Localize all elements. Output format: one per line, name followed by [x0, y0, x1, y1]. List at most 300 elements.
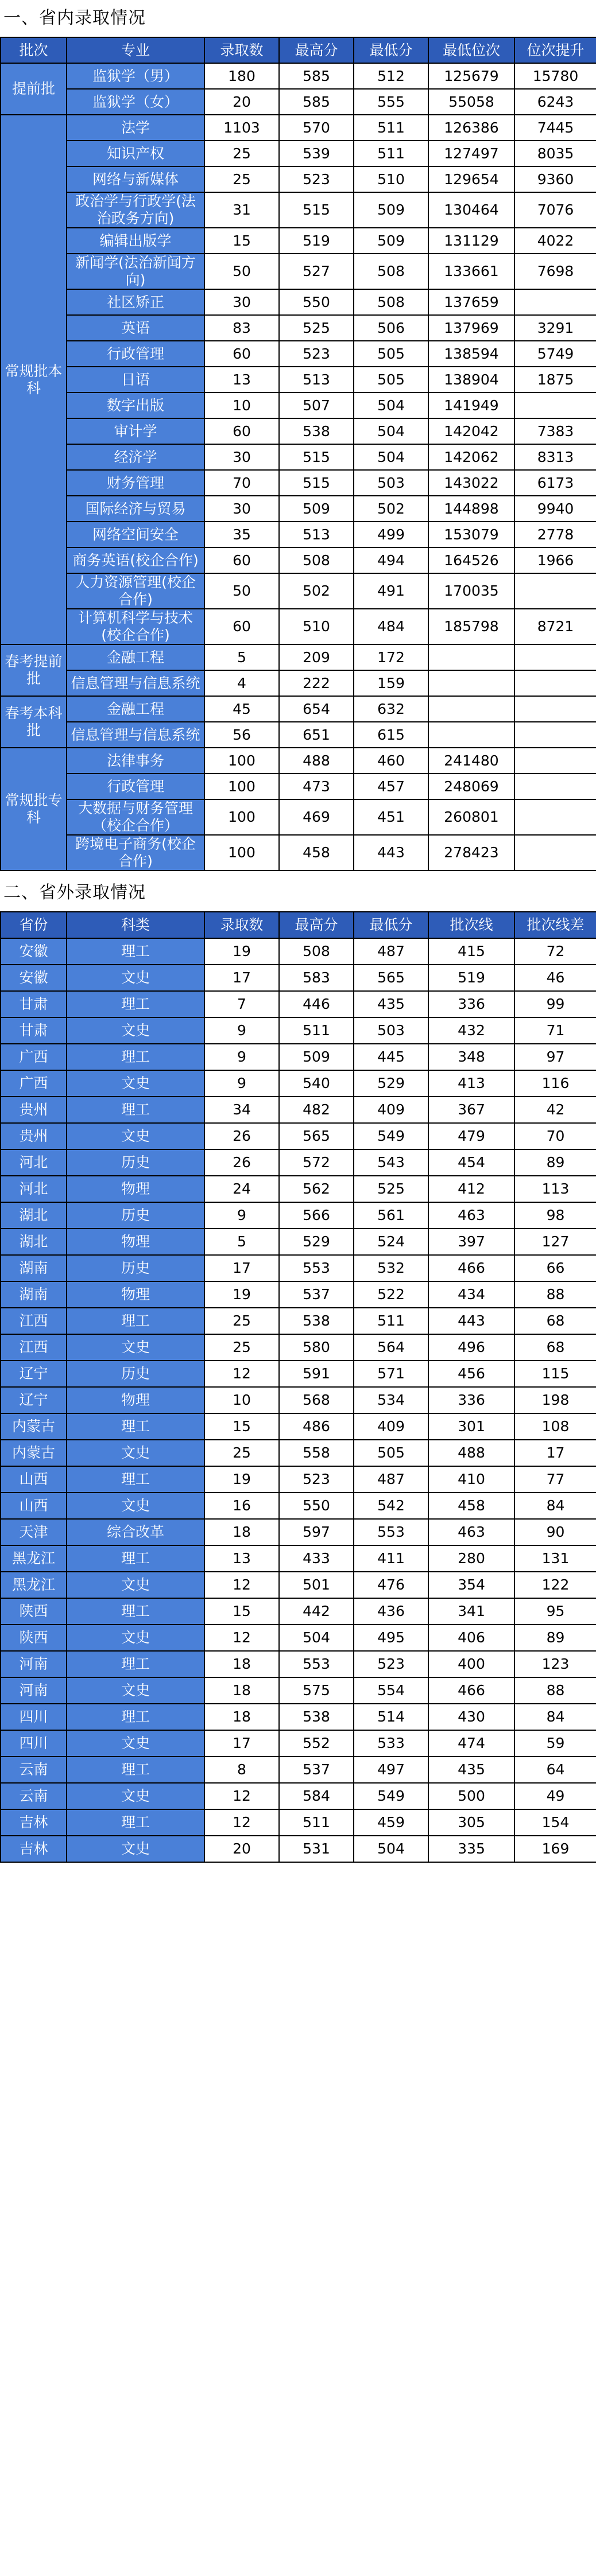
table-cell: 632 — [354, 696, 428, 722]
table-cell: 138594 — [428, 341, 514, 367]
table-row — [1, 1704, 596, 1730]
column-header: 批次线差 — [514, 912, 596, 938]
category-label: 文史 — [67, 1440, 204, 1466]
table-cell: 415 — [428, 938, 514, 965]
table-cell: 443 — [354, 835, 428, 871]
category-label: 历史 — [67, 1149, 204, 1176]
province-label: 河北 — [1, 1176, 67, 1202]
major-label: 监狱学（女） — [67, 89, 204, 115]
table-cell: 4 — [204, 670, 279, 696]
major-label: 跨境电子商务(校企合作) — [67, 835, 204, 871]
batch-label: 常规批本科 — [1, 115, 67, 644]
table-cell: 108 — [514, 1413, 596, 1440]
table-cell: 506 — [354, 315, 428, 341]
table-row — [1, 1255, 596, 1281]
table-cell: 83 — [204, 315, 279, 341]
table-row — [1, 644, 596, 670]
domestic-admission-table — [0, 37, 596, 871]
major-label: 金融工程 — [67, 696, 204, 722]
table-cell: 7698 — [514, 254, 596, 289]
table-row — [1, 496, 596, 522]
table-row — [1, 1545, 596, 1572]
table-cell: 539 — [279, 141, 354, 166]
table-cell: 100 — [204, 835, 279, 871]
province-label: 湖南 — [1, 1255, 67, 1281]
table-cell: 100 — [204, 774, 279, 799]
section2-heading: 二、省外录取情况 — [3, 883, 146, 903]
major-label: 人力资源管理(校企合作) — [67, 573, 204, 609]
outside-province-admission-table — [0, 911, 596, 1863]
table-cell: 13 — [204, 1545, 279, 1572]
table-cell: 555 — [354, 89, 428, 115]
table-cell: 466 — [428, 1255, 514, 1281]
table-cell: 209 — [279, 644, 354, 670]
table-cell: 12 — [204, 1625, 279, 1651]
table-cell: 60 — [204, 341, 279, 367]
province-label: 湖北 — [1, 1202, 67, 1229]
table-cell: 442 — [279, 1598, 354, 1625]
table-cell: 24 — [204, 1176, 279, 1202]
table-cell: 141949 — [428, 393, 514, 418]
table-cell: 591 — [279, 1361, 354, 1387]
table-row — [1, 141, 596, 166]
table-cell: 479 — [428, 1123, 514, 1149]
table-cell: 454 — [428, 1149, 514, 1176]
table-row — [1, 1044, 596, 1070]
table-cell: 413 — [428, 1070, 514, 1097]
table-cell — [514, 799, 596, 835]
table-row — [1, 254, 596, 289]
table-cell: 12 — [204, 1783, 279, 1809]
table-row — [1, 1176, 596, 1202]
table-row — [1, 722, 596, 748]
table-cell: 131129 — [428, 228, 514, 254]
category-label: 理工 — [67, 1545, 204, 1572]
table-cell: 129654 — [428, 166, 514, 192]
table-cell: 9 — [204, 1202, 279, 1229]
province-label: 安徽 — [1, 965, 67, 991]
table-cell: 558 — [279, 1440, 354, 1466]
table-cell: 198 — [514, 1387, 596, 1413]
table-cell: 654 — [279, 696, 354, 722]
table-cell: 538 — [279, 1704, 354, 1730]
table-cell: 99 — [514, 991, 596, 1017]
table-cell: 30 — [204, 444, 279, 470]
column-header: 批次线 — [428, 912, 514, 938]
province-label: 黑龙江 — [1, 1545, 67, 1572]
table-cell: 406 — [428, 1625, 514, 1651]
table-cell: 473 — [279, 774, 354, 799]
table-cell: 8721 — [514, 609, 596, 644]
table-cell: 1875 — [514, 367, 596, 393]
table-cell: 542 — [354, 1493, 428, 1519]
table-cell: 527 — [279, 254, 354, 289]
province-label: 湖南 — [1, 1281, 67, 1308]
table-cell: 127497 — [428, 141, 514, 166]
table-cell: 336 — [428, 991, 514, 1017]
table-row — [1, 522, 596, 547]
table-row — [1, 315, 596, 341]
table-row — [1, 1836, 596, 1862]
table-cell: 513 — [279, 367, 354, 393]
table-cell — [514, 393, 596, 418]
category-label: 文史 — [67, 1836, 204, 1862]
table-cell: 77 — [514, 1466, 596, 1493]
table-cell: 525 — [279, 315, 354, 341]
table-cell: 2778 — [514, 522, 596, 547]
table-row — [1, 835, 596, 871]
major-label: 财务管理 — [67, 470, 204, 496]
column-header: 最高分 — [279, 37, 354, 63]
table-cell: 30 — [204, 289, 279, 315]
category-label: 物理 — [67, 1281, 204, 1308]
table-row — [1, 367, 596, 393]
province-label: 江西 — [1, 1308, 67, 1334]
column-header: 最低分 — [354, 912, 428, 938]
province-label: 吉林 — [1, 1836, 67, 1862]
category-label: 理工 — [67, 1466, 204, 1493]
major-label: 法学 — [67, 115, 204, 141]
column-header: 省份 — [1, 912, 67, 938]
table-cell: 515 — [279, 444, 354, 470]
table-cell — [514, 722, 596, 748]
table-cell: 222 — [279, 670, 354, 696]
table-cell: 523 — [279, 1466, 354, 1493]
table-cell: 504 — [279, 1625, 354, 1651]
province-label: 安徽 — [1, 938, 67, 965]
table-cell: 16 — [204, 1493, 279, 1519]
table-cell: 335 — [428, 1836, 514, 1862]
table-cell: 494 — [354, 547, 428, 573]
major-label: 行政管理 — [67, 341, 204, 367]
table-cell: 515 — [279, 192, 354, 228]
table-cell — [428, 644, 514, 670]
table-row — [1, 1413, 596, 1440]
table-cell: 4022 — [514, 228, 596, 254]
table-cell: 482 — [279, 1097, 354, 1123]
table-cell: 543 — [354, 1149, 428, 1176]
table-cell: 553 — [279, 1651, 354, 1677]
table-cell: 15 — [204, 1413, 279, 1440]
table-cell: 435 — [354, 991, 428, 1017]
category-label: 理工 — [67, 1809, 204, 1836]
table-cell — [514, 289, 596, 315]
table-row — [1, 938, 596, 965]
table-cell: 443 — [428, 1308, 514, 1334]
table-cell: 46 — [514, 965, 596, 991]
table-cell: 159 — [354, 670, 428, 696]
column-header: 录取数 — [204, 912, 279, 938]
major-label: 国际经济与贸易 — [67, 496, 204, 522]
category-label: 历史 — [67, 1202, 204, 1229]
province-label: 内蒙古 — [1, 1413, 67, 1440]
table-cell: 488 — [279, 748, 354, 774]
table-cell: 12 — [204, 1572, 279, 1598]
table-cell: 142062 — [428, 444, 514, 470]
table-cell: 458 — [279, 835, 354, 871]
table-row — [1, 1149, 596, 1176]
table-cell: 88 — [514, 1281, 596, 1308]
table-cell — [514, 696, 596, 722]
category-label: 文史 — [67, 1334, 204, 1361]
province-label: 天津 — [1, 1519, 67, 1545]
table-cell: 397 — [428, 1229, 514, 1255]
table-row — [1, 748, 596, 774]
table-cell: 504 — [354, 1836, 428, 1862]
table-cell: 554 — [354, 1677, 428, 1704]
table-cell: 45 — [204, 696, 279, 722]
table-cell: 7076 — [514, 192, 596, 228]
table-row — [1, 1466, 596, 1493]
major-label: 数字出版 — [67, 393, 204, 418]
province-label: 河北 — [1, 1149, 67, 1176]
major-label: 编辑出版学 — [67, 228, 204, 254]
table-cell: 491 — [354, 573, 428, 609]
major-label: 政治学与行政学(法治政务方向) — [67, 192, 204, 228]
table-cell: 463 — [428, 1202, 514, 1229]
table-cell: 525 — [354, 1176, 428, 1202]
table-row — [1, 609, 596, 644]
table-row — [1, 547, 596, 573]
table-cell: 55058 — [428, 89, 514, 115]
major-label: 网络空间安全 — [67, 522, 204, 547]
category-label: 文史 — [67, 1572, 204, 1598]
table-cell: 122 — [514, 1572, 596, 1598]
table-cell: 509 — [354, 192, 428, 228]
table-cell: 432 — [428, 1017, 514, 1044]
table-row — [1, 1730, 596, 1757]
table-cell: 153079 — [428, 522, 514, 547]
table-row — [1, 1651, 596, 1677]
table-cell: 8 — [204, 1757, 279, 1783]
province-label: 河南 — [1, 1677, 67, 1704]
table-cell: 12 — [204, 1361, 279, 1387]
table-cell: 154 — [514, 1809, 596, 1836]
table-cell: 572 — [279, 1149, 354, 1176]
table-cell: 463 — [428, 1519, 514, 1545]
table-cell: 15 — [204, 228, 279, 254]
table-cell: 511 — [354, 115, 428, 141]
table-row — [1, 289, 596, 315]
major-label: 大数据与财务管理（校企合作） — [67, 799, 204, 835]
table-cell: 15 — [204, 1598, 279, 1625]
table-cell: 561 — [354, 1202, 428, 1229]
table-cell: 565 — [279, 1123, 354, 1149]
table-cell: 25 — [204, 1308, 279, 1334]
table-cell: 512 — [354, 63, 428, 89]
category-label: 文史 — [67, 1493, 204, 1519]
category-label: 文史 — [67, 1123, 204, 1149]
table-row — [1, 1123, 596, 1149]
major-label: 商务英语(校企合作) — [67, 547, 204, 573]
table-cell: 509 — [354, 228, 428, 254]
table-cell: 435 — [428, 1757, 514, 1783]
table-cell: 553 — [354, 1519, 428, 1545]
table-cell: 137969 — [428, 315, 514, 341]
category-label: 物理 — [67, 1229, 204, 1255]
table-cell: 18 — [204, 1704, 279, 1730]
table-row — [1, 1334, 596, 1361]
category-label: 理工 — [67, 1044, 204, 1070]
table-cell: 584 — [279, 1783, 354, 1809]
table-row — [1, 418, 596, 444]
table-cell: 25 — [204, 1334, 279, 1361]
table-row — [1, 115, 596, 141]
table-cell: 50 — [204, 254, 279, 289]
table-cell: 531 — [279, 1836, 354, 1862]
category-label: 物理 — [67, 1176, 204, 1202]
category-label: 理工 — [67, 991, 204, 1017]
province-label: 陕西 — [1, 1625, 67, 1651]
table-cell: 127 — [514, 1229, 596, 1255]
table-cell: 571 — [354, 1361, 428, 1387]
table-cell: 523 — [279, 166, 354, 192]
table-cell: 3291 — [514, 315, 596, 341]
table-cell: 12 — [204, 1809, 279, 1836]
table-row — [1, 89, 596, 115]
table-row — [1, 1783, 596, 1809]
table-cell: 409 — [354, 1413, 428, 1440]
table-cell: 5 — [204, 644, 279, 670]
table-cell — [514, 573, 596, 609]
table-cell: 26 — [204, 1149, 279, 1176]
table-cell: 7383 — [514, 418, 596, 444]
batch-label: 常规批专科 — [1, 748, 67, 871]
table-cell: 523 — [279, 341, 354, 367]
table-cell: 495 — [354, 1625, 428, 1651]
table-cell: 537 — [279, 1281, 354, 1308]
table-cell: 487 — [354, 938, 428, 965]
column-header: 专业 — [67, 37, 204, 63]
table-cell: 100 — [204, 748, 279, 774]
table-cell: 565 — [354, 965, 428, 991]
table-cell: 508 — [279, 938, 354, 965]
table-cell: 95 — [514, 1598, 596, 1625]
table-cell: 510 — [354, 166, 428, 192]
table-cell: 17 — [514, 1440, 596, 1466]
table-cell: 460 — [354, 748, 428, 774]
category-label: 理工 — [67, 1308, 204, 1334]
table-cell: 180 — [204, 63, 279, 89]
province-label: 黑龙江 — [1, 1572, 67, 1598]
table-cell: 529 — [354, 1070, 428, 1097]
table-cell: 18 — [204, 1651, 279, 1677]
table-cell: 519 — [428, 965, 514, 991]
table-cell: 301 — [428, 1413, 514, 1440]
major-label: 日语 — [67, 367, 204, 393]
table-cell: 511 — [354, 141, 428, 166]
table-cell: 533 — [354, 1730, 428, 1757]
table-cell: 1966 — [514, 547, 596, 573]
table-cell: 30 — [204, 496, 279, 522]
province-label: 甘肃 — [1, 1017, 67, 1044]
table-cell: 412 — [428, 1176, 514, 1202]
table-cell — [428, 696, 514, 722]
table-cell: 88 — [514, 1677, 596, 1704]
table-cell: 476 — [354, 1572, 428, 1598]
table-cell: 9 — [204, 1070, 279, 1097]
table-cell: 116 — [514, 1070, 596, 1097]
category-label: 文史 — [67, 1783, 204, 1809]
table-cell: 507 — [279, 393, 354, 418]
table-cell: 503 — [354, 1017, 428, 1044]
table-cell: 466 — [428, 1677, 514, 1704]
table-cell: 70 — [204, 470, 279, 496]
table-cell — [514, 644, 596, 670]
table-row — [1, 1387, 596, 1413]
table-cell: 278423 — [428, 835, 514, 871]
table-cell: 458 — [428, 1493, 514, 1519]
table-cell: 508 — [279, 547, 354, 573]
table-cell: 130464 — [428, 192, 514, 228]
table-cell: 505 — [354, 367, 428, 393]
table-cell: 305 — [428, 1809, 514, 1836]
table-row — [1, 774, 596, 799]
table-row — [1, 991, 596, 1017]
table-cell: 8313 — [514, 444, 596, 470]
table-cell: 17 — [204, 965, 279, 991]
province-label: 甘肃 — [1, 991, 67, 1017]
table-cell: 409 — [354, 1097, 428, 1123]
table-cell — [428, 722, 514, 748]
table-cell: 6243 — [514, 89, 596, 115]
table-cell: 19 — [204, 1281, 279, 1308]
table-cell — [514, 670, 596, 696]
table-cell: 504 — [354, 444, 428, 470]
table-cell: 126386 — [428, 115, 514, 141]
table-cell: 13 — [204, 367, 279, 393]
table-cell: 348 — [428, 1044, 514, 1070]
major-label: 网络与新媒体 — [67, 166, 204, 192]
table-cell: 70 — [514, 1123, 596, 1149]
table-row — [1, 444, 596, 470]
province-label: 贵州 — [1, 1097, 67, 1123]
table-cell — [514, 774, 596, 799]
table-cell: 97 — [514, 1044, 596, 1070]
batch-label: 春考本科批 — [1, 696, 67, 748]
table-cell: 457 — [354, 774, 428, 799]
table-cell: 529 — [279, 1229, 354, 1255]
table-row — [1, 1757, 596, 1783]
category-label: 理工 — [67, 1651, 204, 1677]
table-cell: 553 — [279, 1255, 354, 1281]
major-label: 英语 — [67, 315, 204, 341]
table-cell: 469 — [279, 799, 354, 835]
table-cell: 280 — [428, 1545, 514, 1572]
table-cell: 341 — [428, 1598, 514, 1625]
table-cell: 138904 — [428, 367, 514, 393]
table-cell: 583 — [279, 965, 354, 991]
province-label: 江西 — [1, 1334, 67, 1361]
table-cell: 169 — [514, 1836, 596, 1862]
table-cell: 511 — [279, 1809, 354, 1836]
table-row — [1, 1070, 596, 1097]
table-cell: 143022 — [428, 470, 514, 496]
table-cell: 459 — [354, 1809, 428, 1836]
category-label: 文史 — [67, 1017, 204, 1044]
table-cell: 514 — [354, 1704, 428, 1730]
table-cell: 49 — [514, 1783, 596, 1809]
table-cell: 474 — [428, 1730, 514, 1757]
table-cell — [428, 670, 514, 696]
table-cell: 410 — [428, 1466, 514, 1493]
table-cell: 64 — [514, 1757, 596, 1783]
table-cell: 20 — [204, 89, 279, 115]
table-cell: 566 — [279, 1202, 354, 1229]
province-label: 云南 — [1, 1783, 67, 1809]
table-row — [1, 1493, 596, 1519]
table-cell: 615 — [354, 722, 428, 748]
